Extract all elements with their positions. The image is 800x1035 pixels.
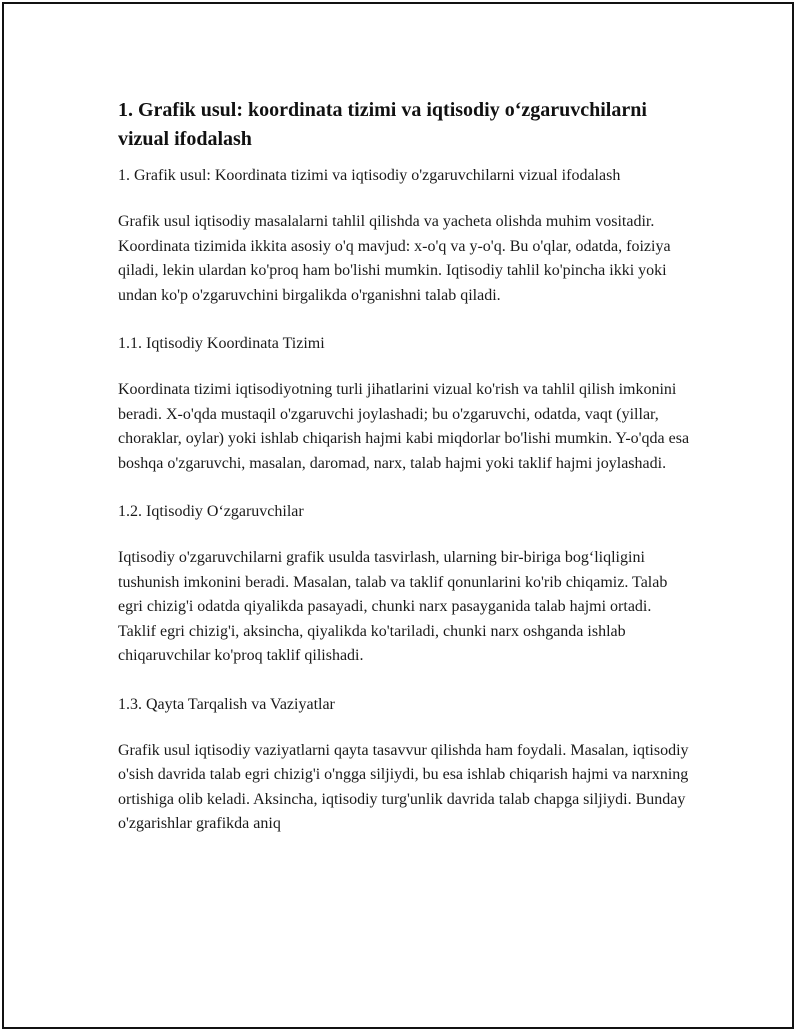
paragraph-1-1: Koordinata tizimi iqtisodiyotning turli jihatlarini vizual ko'rish va tahlil qilish imkonini beradi. X-o'qda mustaqil o'zgaruvchi joylashadi; bu o'zgaruvchi, odatda, vaqt (yillar, choraklar, oylar) yoki ishlab chiqarish hajmi kabi miqdorlar bo'lishi mumkin. Y-o'qda esa boshqa o'zgaruvchi, masalan, daromad, narx, talab hajmi yoki taklif hajmi joylashadi. bbox=[118, 381, 690, 472]
document-title: 1. Grafik usul: koordinata tizimi va iqtisodiy o‘zgaruvchilarni vizual ifodalash bbox=[118, 99, 647, 150]
paragraph-intro: Grafik usul iqtisodiy masalalarni tahlil qilishda va yacheta olishda muhim vositadir. Koordinata tizimida ikkita asosiy o'q mavjud: x-o'q va y-o'q. Bu o'qlar, odatda, foiziya qiladi, lekin ulardan ko'proq ham bo'lishi mumkin. Iqtisodiy tahlil ko'pincha ikki yoki undan ko'p o'zgaruvchini birgalikda o'rganishni talab qiladi. bbox=[118, 213, 671, 304]
document-body bbox=[118, 96, 690, 861]
paragraph-1-2: Iqtisodiy o'zgaruvchilarni grafik usulda tasvirlash, ularning bir-biriga bog‘liqligini tushunish imkonini beradi. Masalan, talab va taklif qonunlarini ko'rib chiqamiz. Talab egri chizig'i odatda qiyalikda pasayadi, chunki narx pasayganida talab hajmi ortadi. Taklif egri chizig'i, aksincha, qiyalikda ko'tariladi, chunki narx oshganda ishlab chiqaruvchilar ko'proq taklif qilishadi. bbox=[118, 549, 668, 665]
section-heading-1-3: 1.3. Qayta Tarqalish va Vaziyatlar bbox=[118, 695, 335, 713]
section-heading-1-2: 1.2. Iqtisodiy O‘zgaruvchilar bbox=[118, 503, 304, 521]
paragraph-1-3: Grafik usul iqtisodiy vaziyatlarni qayta tasavvur qilishda ham foydali. Masalan, iqtisodiy o'sish davrida talab egri chizig'i o'ngga siljiydi, bu esa ishlab chiqarish hajmi va narxning ortishiga olib keladi. Aksincha, iqtisodiy turg'unlik davrida talab chapga siljiydi. Bunday o'zgarishlar grafikda aniq bbox=[118, 741, 689, 833]
section-heading-intro: 1. Grafik usul: Koordinata tizimi va iqtisodiy o'zgaruvchilarni vizual ifodalash bbox=[118, 167, 621, 184]
section-heading-1-1: 1.1. Iqtisodiy Koordinata Tizimi bbox=[118, 335, 325, 353]
